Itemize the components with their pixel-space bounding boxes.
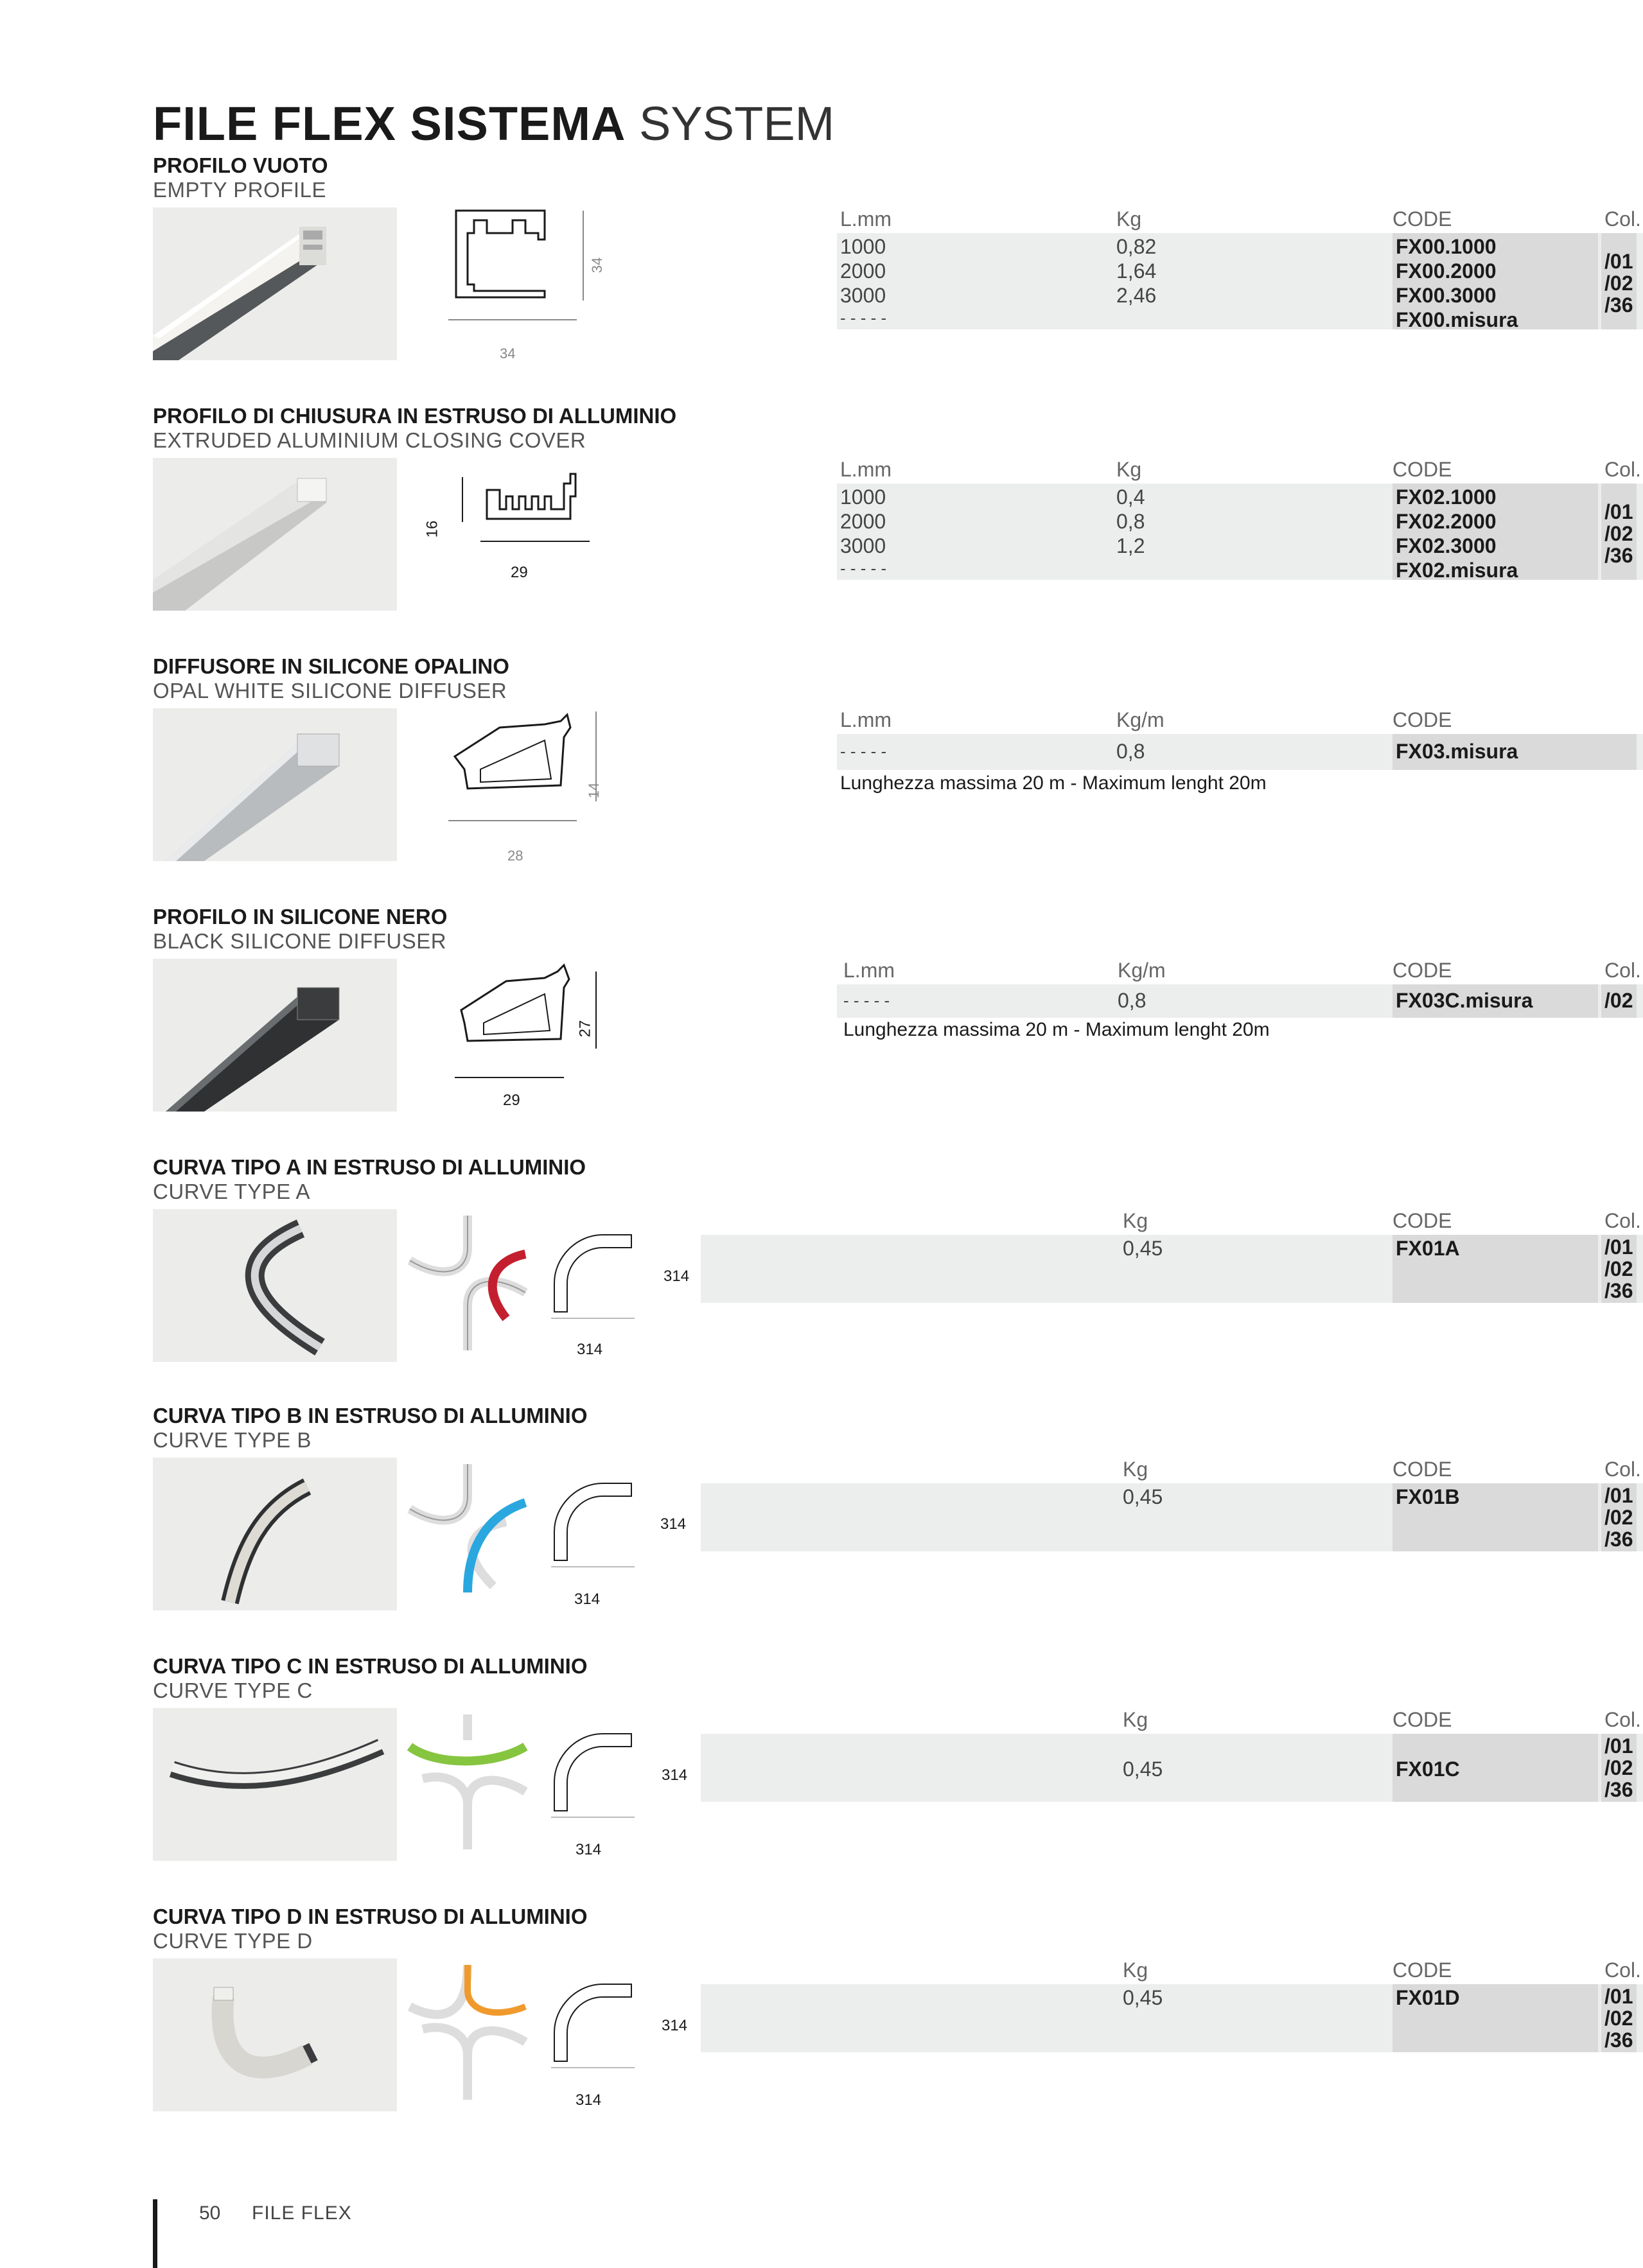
header-length: L.mm [840,207,892,231]
curve-diagram [403,1209,545,1357]
section-title: DIFFUSORE IN SILICONE OPALINO [153,654,509,678]
header-length: L.mm [840,708,892,731]
code-value: FX01A [1396,1237,1460,1260]
row-code: FX00.misura [1396,308,1518,331]
title-light: SYSTEM [639,97,835,150]
header-code: CODE [1393,959,1452,982]
header-kg: Kg [1123,1958,1148,1982]
product-photo [153,1708,397,1861]
row-kg: 0,8 [1116,510,1145,533]
col-value: /36 [1604,1778,1633,1801]
section-curve-b [153,1403,1641,1634]
section-subtitle: CURVE TYPE A [153,1180,311,1203]
row-kg: 0,82 [1116,235,1157,258]
section-title: CURVA TIPO C IN ESTRUSO DI ALLUMINIO [153,1654,588,1678]
col-value: /01 [1604,1235,1633,1259]
code-value: FX01D [1396,1986,1460,2009]
kg-value: 0,45 [1123,1237,1163,1260]
header-kg: Kg/m [1116,708,1164,731]
row-length: - - - - - [840,559,887,578]
section-title: CURVA TIPO A IN ESTRUSO DI ALLUMINIO [153,1155,586,1179]
curve-outline [551,1480,635,1570]
dim-height: 34 [589,257,606,274]
product-photo [153,708,397,861]
col-value: /02 [1604,1506,1633,1529]
col-value: /36 [1604,2028,1633,2052]
row-kg: 1,2 [1116,534,1145,557]
dim-height: 14 [586,782,602,799]
header-col: Col. [1604,1958,1641,1982]
col-value: /36 [1604,544,1633,567]
section-title: CURVA TIPO D IN ESTRUSO DI ALLUMINIO [153,1905,588,1928]
curve-outline [551,1232,635,1322]
col-value: /01 [1604,500,1633,523]
col-value: /02 [1604,989,1633,1012]
row-code: FX02.1000 [1396,485,1497,509]
footer-title: FILE FLEX [252,2203,352,2224]
curve-outline [551,1731,635,1820]
row-length: - - - - - [843,991,890,1010]
product-photo [153,458,397,611]
row-code: FX02.misura [1396,559,1518,582]
header-length: L.mm [840,458,892,481]
dim-width: 314 [577,1341,603,1358]
section-empty-profile [153,153,1641,384]
kg-value: 0,45 [1123,1986,1163,2009]
header-code: CODE [1393,1458,1452,1481]
product-photo [153,207,397,360]
dim-height: 27 [576,1020,594,1038]
col-value: /02 [1604,1756,1633,1779]
section-subtitle: CURVE TYPE C [153,1679,313,1702]
header-code: CODE [1393,458,1452,481]
row-length: 1000 [840,235,886,258]
page-number: 50 [199,2203,221,2224]
row-kg: 0,4 [1116,485,1145,509]
col-value: /02 [1604,272,1633,295]
section-subtitle: CURVE TYPE D [153,1929,313,1953]
dim-height: 16 [423,520,441,538]
spec-table [699,1458,1643,1560]
col-value: /02 [1604,1257,1633,1280]
header-col: Col. [1604,1209,1641,1232]
product-photo [153,1209,397,1362]
section-title: CURVA TIPO B IN ESTRUSO DI ALLUMINIO [153,1404,588,1427]
dim-width: 28 [507,848,523,864]
header-kg: Kg [1116,207,1142,231]
product-photo [153,1958,397,2111]
dim-height: 314 [662,1766,688,1784]
section-opal-diffuser [153,654,1518,885]
section-subtitle: OPAL WHITE SILICONE DIFFUSER [153,679,507,702]
header-col: Col. [1604,1458,1641,1481]
cross-section-drawing [448,708,602,824]
section-curve-a [153,1155,1641,1386]
section-curve-c [153,1653,1641,1885]
curve-outline [551,1981,635,2071]
row-length: 2000 [840,510,886,533]
row-kg: 0,8 [1118,989,1147,1012]
header-kg: Kg [1116,458,1142,481]
row-kg: 2,46 [1116,284,1157,307]
section-closing-cover [153,403,1641,634]
dim-width: 314 [575,2091,602,2109]
section-title: PROFILO IN SILICONE NERO [153,905,448,929]
length-note: Lunghezza massima 20 m - Maximum lenght 20m [840,772,1267,794]
product-photo [153,1458,397,1610]
row-code: FX02.3000 [1396,534,1497,557]
row-length: 3000 [840,284,886,307]
code-value: FX01C [1396,1758,1460,1781]
dim-width: 29 [503,1092,520,1109]
col-value: /01 [1604,1484,1633,1507]
header-col: Col. [1604,1708,1641,1731]
page-title [153,95,834,153]
curve-diagram [403,1958,545,2106]
dim-height: 314 [660,1515,687,1533]
spec-table [699,1958,1643,2061]
section-title: PROFILO DI CHIUSURA IN ESTRUSO DI ALLUMINIO [153,404,677,428]
product-photo [153,959,397,1112]
section-subtitle: BLACK SILICONE DIFFUSER [153,929,447,953]
spec-table [686,959,1643,1087]
header-col: Col. [1604,959,1641,982]
header-kg: Kg [1123,1209,1148,1232]
header-length: L.mm [843,959,895,982]
spec-table [686,207,1643,336]
row-length: 1000 [840,485,886,509]
curve-diagram [403,1458,545,1605]
header-col: Col. [1604,458,1641,481]
row-kg: 1,64 [1116,259,1157,283]
col-value: /01 [1604,250,1633,273]
dim-height: 314 [662,2017,688,2034]
dim-width: 34 [500,345,516,362]
section-subtitle: EMPTY PROFILE [153,178,326,202]
spec-table [686,708,1643,837]
section-title: PROFILO VUOTO [153,153,328,177]
section-subtitle: EXTRUDED ALUMINIUM CLOSING COVER [153,428,586,452]
row-code: FX00.3000 [1396,284,1497,307]
dim-width: 314 [574,1591,601,1608]
dim-width: 29 [511,564,528,581]
length-note: Lunghezza massima 20 m - Maximum lenght 20m [843,1019,1270,1040]
cross-section-drawing [448,207,590,323]
footer-bar [153,2199,157,2268]
col-value: /01 [1604,1985,1633,2008]
kg-value: 0,45 [1123,1485,1163,1508]
kg-value: 0,45 [1123,1758,1163,1781]
col-value: /36 [1604,293,1633,317]
dim-width: 314 [575,1841,602,1858]
row-code: FX03C.misura [1396,989,1533,1012]
curve-diagram [403,1708,545,1856]
header-code: CODE [1393,1708,1452,1731]
title-bold: FILE FLEX SISTEMA [153,97,626,150]
dim-height: 314 [663,1268,690,1285]
row-code: FX00.1000 [1396,235,1497,258]
row-length: 3000 [840,534,886,557]
col-value: /36 [1604,1528,1633,1551]
row-length: - - - - - [840,308,887,327]
row-code: FX00.2000 [1396,259,1497,283]
header-col: Col. [1604,207,1641,231]
spec-table [699,1209,1643,1312]
col-value: /02 [1604,522,1633,545]
cross-section-drawing [461,458,609,554]
header-kg: Kg [1123,1458,1148,1481]
row-code: FX03.misura [1396,740,1518,763]
header-code: CODE [1393,708,1452,731]
col-value: /01 [1604,1734,1633,1758]
header-kg: Kg/m [1118,959,1166,982]
section-subtitle: CURVE TYPE B [153,1428,312,1452]
row-kg: 0,8 [1116,740,1145,763]
row-length: 2000 [840,259,886,283]
spec-table [686,458,1643,586]
row-code: FX02.2000 [1396,510,1497,533]
col-value: /02 [1604,2007,1633,2030]
code-value: FX01B [1396,1485,1460,1508]
col-value: /36 [1604,1279,1633,1302]
section-black-diffuser [153,904,1641,1135]
row-length: - - - - - [840,742,887,761]
spec-table [699,1708,1643,1811]
header-code: CODE [1393,207,1452,231]
header-code: CODE [1393,1209,1452,1232]
header-code: CODE [1393,1958,1452,1982]
header-kg: Kg [1123,1708,1148,1731]
section-curve-d [153,1904,1641,2135]
